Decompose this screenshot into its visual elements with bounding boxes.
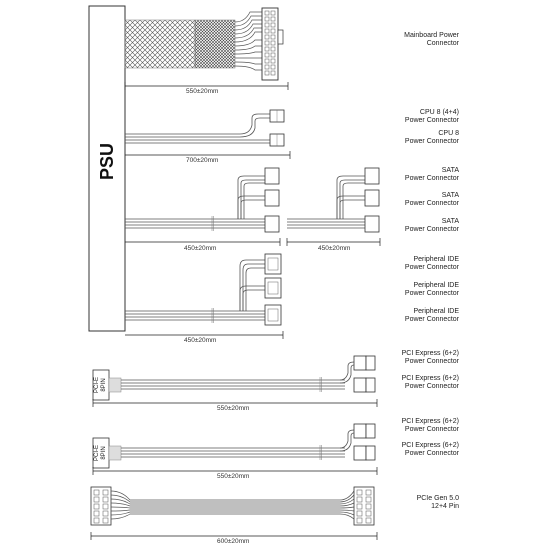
sata-length: 450±20mm [184,245,217,252]
label-cpu-4plus4: CPU 8 (4+4) Power Connector [404,109,459,124]
psu-label: PSU [97,142,117,180]
cpu-length: 700±20mm [186,157,219,164]
label-pcie1-a: PCI Express (6+2) Power Connector [401,350,459,365]
ide-length: 450±20mm [184,337,217,344]
mainboard-length: 550±20mm [186,88,219,95]
label-sata-3: SATA Power Connector [404,218,459,233]
label-ide-2: Peripheral IDE Power Connector [404,282,459,297]
gen5-length: 600±20mm [217,538,250,545]
pcie2-length: 550±20mm [217,473,250,480]
label-pcie1-b: PCI Express (6+2) Power Connector [401,375,459,390]
pcie2-tag-line2: 8PIN [101,446,107,460]
pcie1-cable [93,356,377,407]
label-pcie2-a: PCI Express (6+2) Power Connector [401,418,459,433]
pcie2-tag [94,438,108,468]
cpu-cable [125,110,290,159]
label-mainboard: Mainboard Power Connector [404,32,459,47]
sata-cable [125,168,380,246]
label-sata-1: SATA Power Connector [404,167,459,182]
label-cpu-8: CPU 8 Power Connector [404,130,459,145]
label-gen5: PCIe Gen 5.0 12+4 Pin [416,495,459,510]
label-ide-1: Peripheral IDE Power Connector [404,256,459,271]
gen5-cable [91,487,377,540]
sata-extension-length: 450±20mm [318,245,351,252]
label-pcie2-b: PCI Express (6+2) Power Connector [401,442,459,457]
label-ide-3: Peripheral IDE Power Connector [404,308,459,323]
pcie1-tag-line1: PCI-E [94,377,100,394]
pcie2-tag-line1: PCI-E [94,445,100,462]
pcie1-tag [94,370,108,400]
pcie1-tag-line2: 8PIN [101,378,107,392]
pcie1-length: 550±20mm [217,405,250,412]
label-sata-2: SATA Power Connector [404,192,459,207]
pcie2-cable [93,424,377,475]
ide-cable [125,254,283,339]
mainboard-cable [125,8,288,90]
